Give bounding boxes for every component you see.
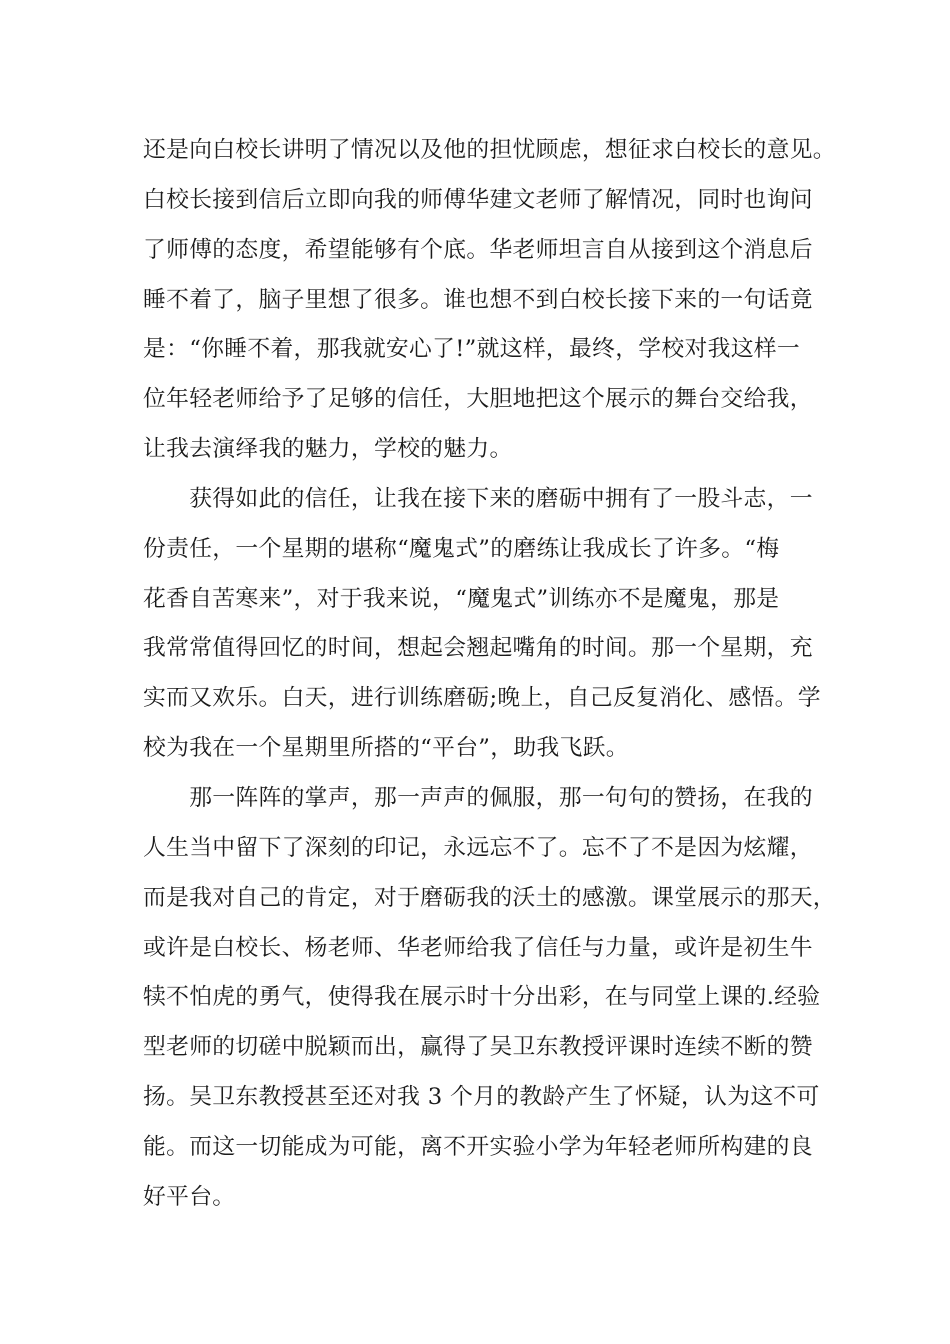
text-line: 花香自苦寒来”，对于我来说，“魔鬼式”训练亦不是魔鬼，那是 [143,585,780,612]
text-line: 位年轻老师给予了足够的信任，大胆地把这个展示的舞台交给我， [143,386,813,413]
text-line: 是：“你睡不着，那我就安心了!”就这样，最终，学校对我这样一 [143,336,800,363]
text-line: 犊不怕虎的勇气，使得我在展示时十分出彩，在与同堂上课的.经验 [143,984,821,1011]
text-line: 扬。吴卫东教授甚至还对我 3 个月的教龄产生了怀疑，认为这不可 [143,1084,820,1111]
text-line: 能。而这一切能成为可能，离不开实验小学为年轻老师所构建的良 [143,1133,813,1160]
body-text [143,126,836,1223]
text-line: 而是我对自己的肯定，对于磨砺我的沃土的感激。课堂展示的那天， [143,884,836,911]
text-line: 或许是白校长、杨老师、华老师给我了信任与力量，或许是初生牛 [143,934,813,961]
text-line: 睡不着了，脑子里想了很多。谁也想不到白校长接下来的一句话竟 [143,286,813,313]
text-line: 人生当中留下了深刻的印记，永远忘不了。忘不了不是因为炫耀， [143,834,813,861]
text-line: 让我去演绎我的魅力，学校的魅力。 [143,436,513,463]
text-line: 好平台。 [143,1183,236,1210]
text-line: 白校长接到信后立即向我的师傅华建文老师了解情况，同时也询问 [143,186,813,213]
text-line: 获得如此的信任，让我在接下来的磨砺中拥有了一股斗志，一 [143,485,813,512]
text-line: 型老师的切磋中脱颖而出，赢得了吴卫东教授评课时连续不断的赞 [143,1034,813,1061]
text-line: 校为我在一个星期里所搭的“平台”，助我飞跃。 [143,735,629,762]
text-line: 那一阵阵的掌声，那一声声的佩服，那一句句的赞扬，在我的 [143,784,813,811]
text-line: 实而又欢乐。白天，进行训练磨砺;晚上，自己反复消化、感悟。学 [143,685,821,712]
text-line: 份责任，一个星期的堪称“魔鬼式”的磨练让我成长了许多。“梅 [143,535,780,562]
text-line: 还是向白校长讲明了情况以及他的担忧顾虑，想征求白校长的意见。 [143,137,836,163]
text-line: 我常常值得回忆的时间，想起会翘起嘴角的时间。那一个星期，充 [143,635,813,662]
text-line: 了师傅的态度，希望能够有个底。华老师坦言自从接到这个消息后 [143,236,813,263]
